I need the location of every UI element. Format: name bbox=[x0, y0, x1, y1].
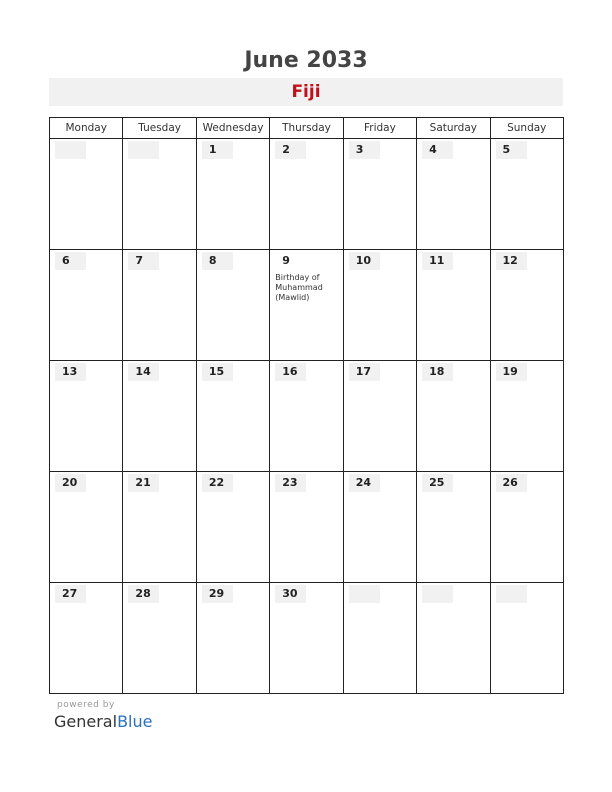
brand-logo[interactable] bbox=[54, 712, 152, 731]
day-number bbox=[349, 585, 380, 603]
day-number: 23 bbox=[275, 474, 306, 492]
day-cell bbox=[50, 583, 123, 694]
day-cell bbox=[123, 583, 196, 694]
day-cell bbox=[270, 361, 343, 472]
calendar-title: June 2033 bbox=[244, 48, 368, 73]
day-number: 19 bbox=[496, 363, 527, 381]
day-cell bbox=[417, 472, 490, 583]
day-number: 4 bbox=[422, 141, 453, 159]
day-number: 9 bbox=[282, 254, 290, 267]
day-cell bbox=[123, 472, 196, 583]
week-row bbox=[50, 139, 564, 250]
day-cell bbox=[490, 361, 563, 472]
day-number: 16 bbox=[275, 363, 306, 381]
day-number: 2 bbox=[275, 141, 306, 159]
day-cell bbox=[270, 139, 343, 250]
day-number: 6 bbox=[55, 252, 86, 270]
day-number: 22 bbox=[202, 474, 233, 492]
day-number: 5 bbox=[496, 141, 527, 159]
day-cell bbox=[123, 139, 196, 250]
day-number: 21 bbox=[128, 474, 159, 492]
day-cell bbox=[123, 250, 196, 361]
day-number: 26 bbox=[496, 474, 527, 492]
day-number: 17 bbox=[349, 363, 380, 381]
holiday-event: Birthday of Muhammad (Mawlid) bbox=[275, 273, 323, 302]
weekday-wednesday: Wednesday bbox=[196, 118, 269, 139]
weekday-tuesday: Tuesday bbox=[123, 118, 196, 139]
weekday-friday: Friday bbox=[343, 118, 416, 139]
day-cell bbox=[417, 139, 490, 250]
day-cell bbox=[50, 250, 123, 361]
day-number: 15 bbox=[202, 363, 233, 381]
day-cell bbox=[196, 583, 269, 694]
day-cell bbox=[490, 250, 563, 361]
day-cell bbox=[343, 250, 416, 361]
day-cell bbox=[196, 250, 269, 361]
day-cell bbox=[417, 250, 490, 361]
day-number: 7 bbox=[128, 252, 159, 270]
day-cell bbox=[50, 361, 123, 472]
day-cell bbox=[490, 583, 563, 694]
country-label: Fiji bbox=[49, 78, 563, 106]
day-number: 13 bbox=[55, 363, 86, 381]
day-number: 18 bbox=[422, 363, 453, 381]
weekday-saturday: Saturday bbox=[417, 118, 490, 139]
day-number: 3 bbox=[349, 141, 380, 159]
day-number bbox=[422, 585, 453, 603]
weekday-header-row bbox=[50, 118, 564, 139]
day-cell bbox=[343, 472, 416, 583]
day-cell bbox=[343, 361, 416, 472]
day-number: 11 bbox=[422, 252, 453, 270]
weekday-monday: Monday bbox=[50, 118, 123, 139]
day-cell bbox=[123, 361, 196, 472]
day-number: 24 bbox=[349, 474, 380, 492]
day-number: 29 bbox=[202, 585, 233, 603]
day-number: 14 bbox=[128, 363, 159, 381]
day-number: 30 bbox=[275, 585, 306, 603]
day-number bbox=[55, 141, 86, 159]
calendar-grid bbox=[49, 117, 564, 694]
day-number: 20 bbox=[55, 474, 86, 492]
day-cell bbox=[490, 472, 563, 583]
brand-blue: Blue bbox=[117, 712, 153, 731]
day-number bbox=[128, 141, 159, 159]
weekday-thursday: Thursday bbox=[270, 118, 343, 139]
weekday-sunday: Sunday bbox=[490, 118, 563, 139]
week-row bbox=[50, 583, 564, 694]
day-number bbox=[496, 585, 527, 603]
day-cell bbox=[417, 361, 490, 472]
day-number: 10 bbox=[349, 252, 380, 270]
week-row bbox=[50, 250, 564, 361]
day-cell bbox=[490, 139, 563, 250]
day-cell bbox=[50, 472, 123, 583]
day-cell bbox=[196, 472, 269, 583]
day-number: 28 bbox=[128, 585, 159, 603]
day-cell bbox=[270, 250, 343, 361]
week-row bbox=[50, 472, 564, 583]
powered-by-label: powered by bbox=[57, 700, 115, 710]
day-number: 27 bbox=[55, 585, 86, 603]
day-number: 1 bbox=[202, 141, 233, 159]
day-cell bbox=[270, 583, 343, 694]
day-cell bbox=[343, 139, 416, 250]
day-cell bbox=[417, 583, 490, 694]
day-cell bbox=[270, 472, 343, 583]
day-number: 25 bbox=[422, 474, 453, 492]
day-cell bbox=[196, 361, 269, 472]
day-number: 12 bbox=[496, 252, 527, 270]
day-number: 8 bbox=[202, 252, 233, 270]
day-cell bbox=[343, 583, 416, 694]
brand-general: General bbox=[54, 712, 118, 731]
day-cell bbox=[196, 139, 269, 250]
day-cell bbox=[50, 139, 123, 250]
week-row bbox=[50, 361, 564, 472]
